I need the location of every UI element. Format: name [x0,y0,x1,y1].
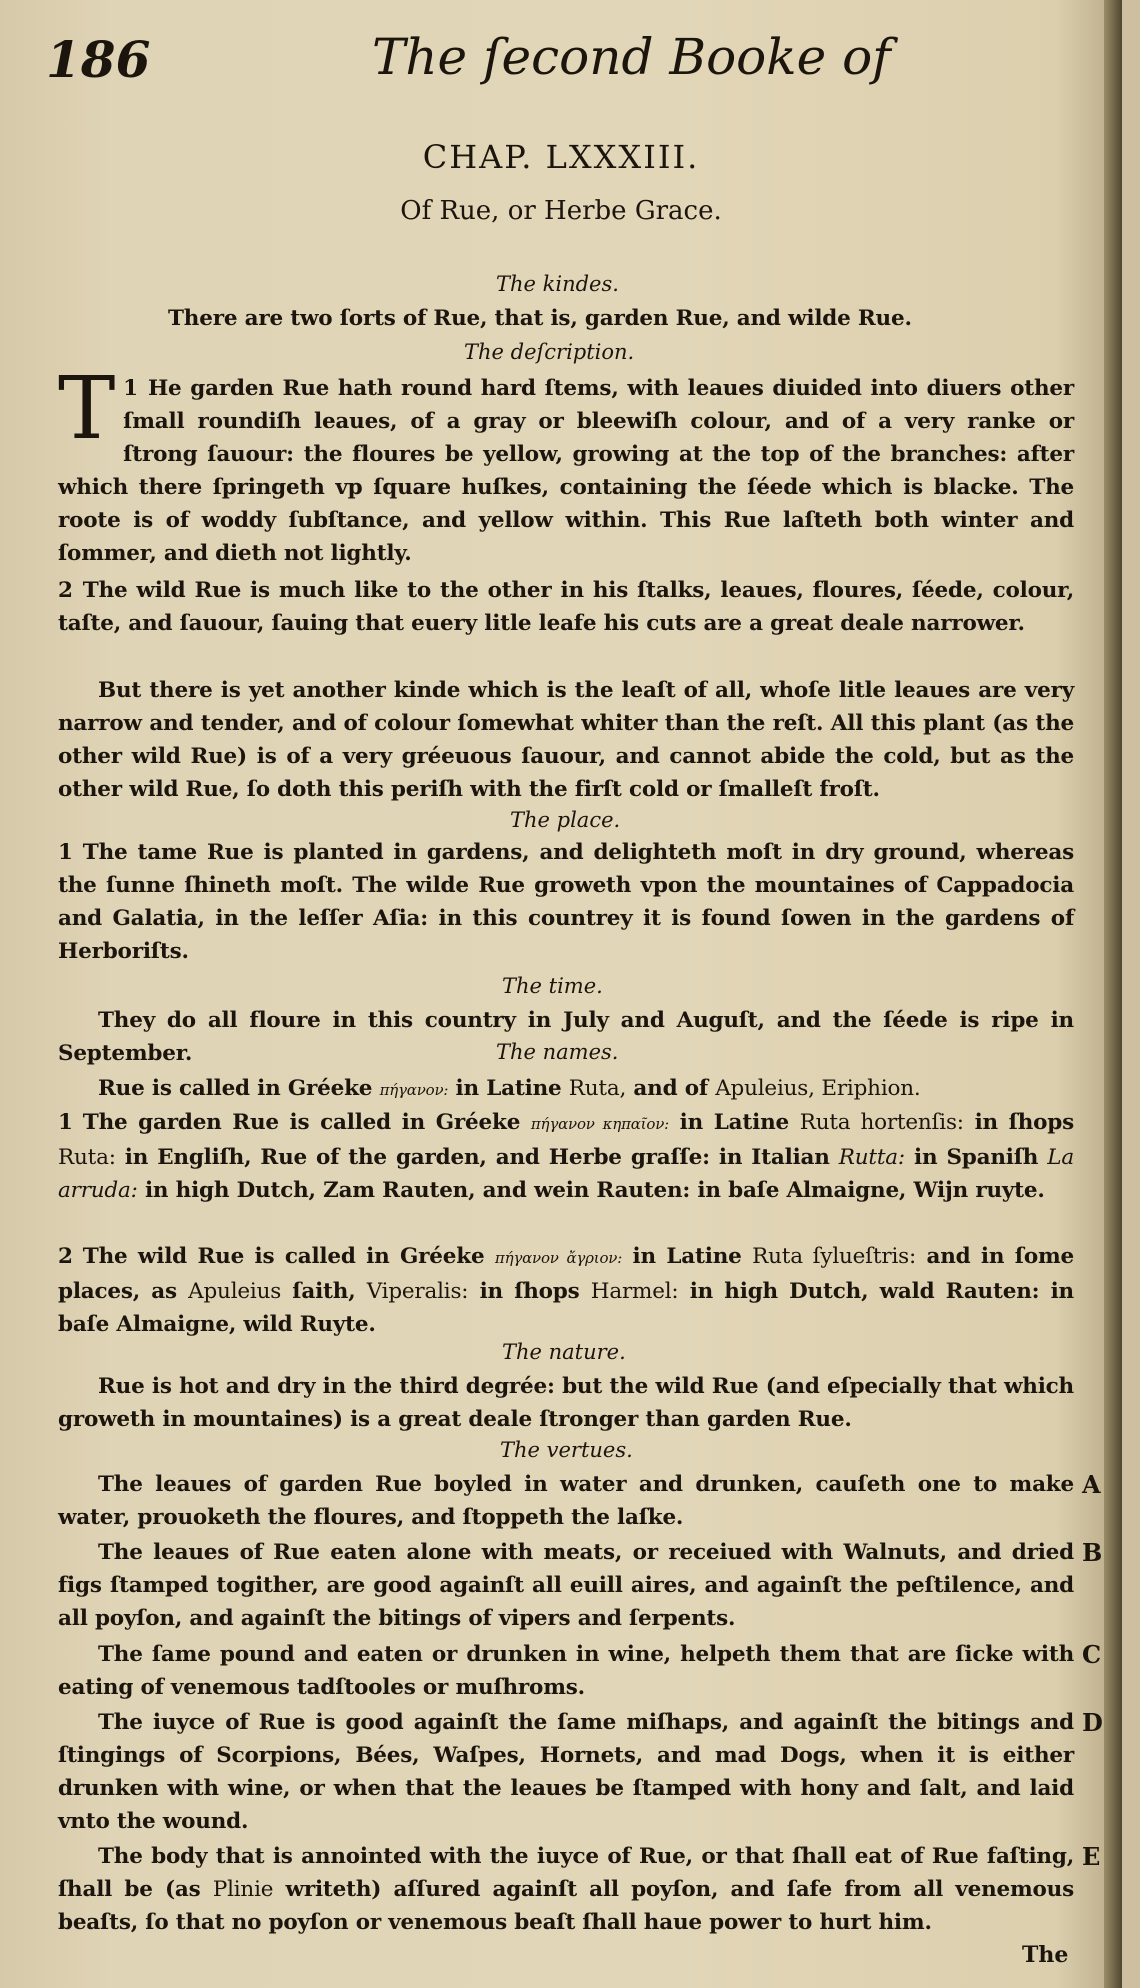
names-text: ſaith, [292,1279,356,1304]
names-text: in Latine [632,1244,742,1269]
names-text: Rue is called in Gréeke [98,1076,373,1101]
names-paragraph-1 [58,1106,1074,1207]
description-paragraph-3: But there is yet another kinde which is the leaſt of all, whoſe litle leaues are very narrow and tender, and of colour ſomewhat whiter than the reſt. All this plant (as the other wild Rue) is of a very gréeuous ſauour, and cannot abide the cold, but as the other wild Rue, ſo doth this periſh with the firſt cold or ſmalleſt froſt. [58,678,1074,802]
margin-letter-c: C [1082,1640,1102,1669]
latin-name: Ruta, [568,1076,627,1101]
names-text: and in ſome places, as [58,1244,1075,1304]
names-text: in high Dutch, Zam Rauten, and wein Rauten: in baſe Almaigne, Wijn ruyte. [144,1178,1045,1203]
place-paragraph-1 [58,836,1074,968]
paragraph-marker: 2 [58,578,73,603]
page-edge-shadow [1104,0,1122,1988]
paragraph-marker: 1 [123,376,138,401]
names-paragraph-2 [58,1240,1074,1341]
time-paragraph: They do all floure in this country in July and Auguſt, and the ſéede is ripe in September. [58,1008,1074,1066]
place-text-1: The tame Rue is planted in gardens, and delighteth moſt in dry ground, whereas the ſunne ſhineth moſt. The wilde Rue groweth vpon the mountaines of Cappadocia and Galatia, in the leſſer Aſia: in this countrey it is found ſowen in the gardens of Herboriſts. [58,840,1074,964]
paragraph-marker: 2 [58,1244,73,1269]
section-nature-heading: The nature. [502,1340,626,1364]
names-text: in ſhops [974,1110,1075,1135]
names-text: in ſhops [479,1279,580,1304]
vertues-text: The body that is annointed with the iuyce of Rue, or that ſhall eat of Rue faſting, ſhall be (as [58,1844,1074,1902]
greek-word: πήγανον: [379,1081,449,1099]
greek-word: πήγανον ἄγριον: [494,1249,623,1267]
section-time-heading: The time. [502,974,603,998]
section-names-heading: The names. [496,1040,619,1064]
names-text: The wild Rue is called in Gréeke [82,1244,485,1269]
latin-name: Harmel: [590,1279,679,1304]
description-text-1: He garden Rue hath round hard ſtems, with leaues diuided into diuers other ſmall roundiſh leaues, of a gray or bleewiſh colour, and of a very ranke or ſtrong ſauour: the floures be yellow, growing at the top of the branches: after which there ſpringeth vp ſquare huſkes, containing the ſéede which is blacke. The roote is of woddy ſubſtance, and yellow within. This Rue laſteth both winter and ſommer, and dieth not lightly. [58,376,1074,566]
drop-cap: T [58,359,116,459]
vertues-paragraph-5 [58,1840,1074,1939]
page-number: 186 [46,30,151,89]
names-text: in Latine [679,1110,790,1135]
kinds-text: There are two ſorts of Rue, that is, garden Rue, and wilde Rue. [168,306,912,331]
running-head: The ſecond Booke of [372,28,891,86]
names-text: in Spaniſh [914,1145,1039,1170]
names-text: and of [633,1076,708,1101]
margin-letter-a: A [1082,1470,1101,1499]
description-paragraph-1 [58,359,1074,572]
margin-letter-e: E [1082,1842,1101,1871]
vertues-paragraph-4: The iuyce of Rue is good againſt the ſame miſhaps, and againſt the bitings and ſtingings of Scorpions, Bées, Waſpes, Hornets, and mad Dogs, when it is either drunken with wine, or when that the leaues be ſtamped with hony and ſalt, and laid vnto the wound. [58,1710,1074,1834]
vertues-paragraph-3: The ſame pound and eaten or drunken in wine, helpeth them that are ſicke with eating of venemous tadſtooles or muſhroms. [58,1642,1074,1700]
chapter-number: CHAP. LXXXIII. [422,138,700,176]
vertues-text: writeth) aſſured againſt all poyſon, and ſafe from all venemous beaſts, ſo that no poyſon or venemous beaſt ſhall haue power to hurt him. [58,1877,1074,1935]
author-name: Apuleius [188,1279,282,1304]
description-paragraph-2 [58,574,1074,640]
latin-name: Ruta: [58,1145,116,1170]
author-name: Plinie [212,1877,274,1902]
greek-word: πήγανον κηπαῖον: [530,1115,669,1133]
latin-name: Apuleius, Eriphion. [715,1076,921,1101]
names-line-1 [58,1072,1074,1107]
chapter-title: Of Rue, or Herbe Grace. [400,196,722,226]
vertues-paragraph-2: The leaues of Rue eaten alone with meats, or receiued with Walnuts, and dried figs ſtamped togither, are good againſt all euill aires, and againſt the peſtilence, and all poyſon, and againſt the bitings of vipers and ſerpents. [58,1540,1074,1631]
section-place-heading: The place. [510,808,621,832]
names-text: in Latine [455,1076,562,1101]
names-text: in Engliſh, Rue of the garden, and Herbe graſſe: in Italian [124,1145,830,1170]
names-text: in high Dutch, wald Rauten: in baſe Almaigne, wild Ruyte. [58,1279,1074,1337]
latin-name: Ruta ſylueſtris: [752,1244,917,1269]
section-description-heading: The deſcription. [464,340,635,364]
vertues-paragraph-1: The leaues of garden Rue boyled in water and drunken, cauſeth one to make water, prouoketh the floures, and ſtoppeth the laſke. [58,1472,1074,1530]
latin-name: Viperalis: [366,1279,469,1304]
section-vertues-heading: The vertues. [500,1438,633,1462]
margin-letter-b: B [1082,1538,1103,1567]
latin-name: Ruta hortenſis: [799,1110,964,1135]
margin-letter-d: D [1082,1708,1103,1737]
italian-name: Rutta: [838,1145,905,1170]
section-kinds-heading: The kindes. [496,272,619,296]
paragraph-marker: 1 [58,840,73,865]
nature-paragraph: Rue is hot and dry in the third degrée: but the wild Rue (and eſpecially that which groweth in mountaines) is a great deale ſtronger than garden Rue. [58,1374,1074,1432]
spanish-name: La arruda: [58,1145,1074,1203]
description-text-2: The wild Rue is much like to the other in his ſtalks, leaues, floures, ſéede, colour, taſte, and ſauour, ſauing that euery litle leafe his cuts are a great deale narrower. [58,578,1074,636]
catchword: The [1022,1942,1069,1968]
names-text: The garden Rue is called in Gréeke [82,1110,521,1135]
paragraph-marker: 1 [58,1110,73,1135]
